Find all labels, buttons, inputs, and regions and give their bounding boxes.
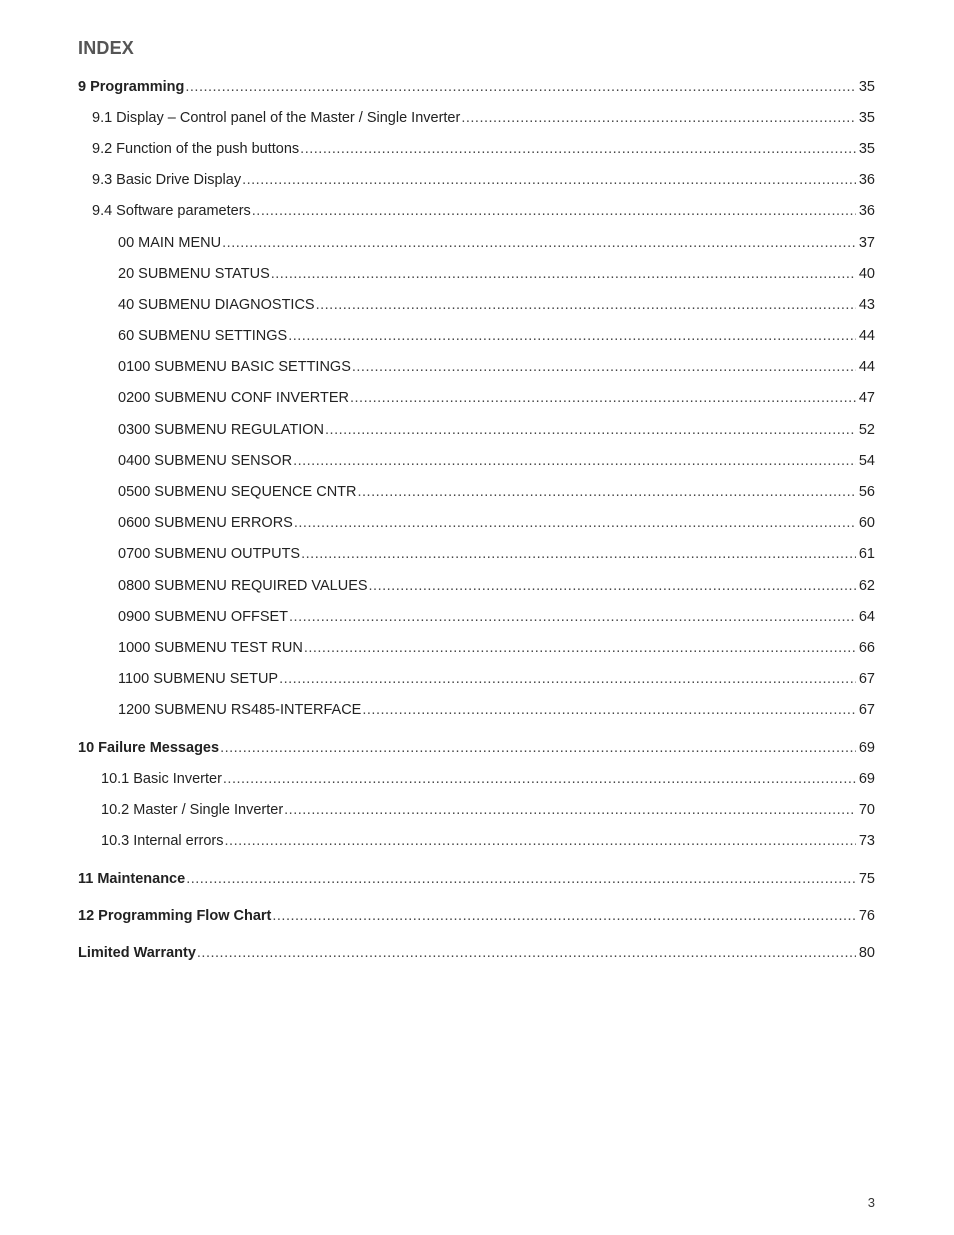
toc-leader-dots bbox=[284, 800, 856, 820]
toc-entry-label: 10 Failure Messages bbox=[78, 740, 220, 756]
toc-entry[interactable] bbox=[78, 170, 875, 190]
toc-entry[interactable] bbox=[78, 451, 875, 471]
toc-entry[interactable] bbox=[78, 420, 875, 440]
toc-entry-label: 60 SUBMENU SETTINGS bbox=[118, 328, 288, 344]
toc-entry-page: 35 bbox=[858, 110, 875, 126]
toc-entry[interactable] bbox=[78, 77, 875, 97]
toc-entry-page: 36 bbox=[858, 172, 875, 188]
toc-leader-dots bbox=[223, 769, 856, 789]
toc-entry-label: 9.1 Display – Control panel of the Master / Single Inverter bbox=[92, 110, 461, 126]
toc-leader-dots bbox=[272, 906, 856, 926]
toc-entry-label: Limited Warranty bbox=[78, 945, 196, 961]
toc-entry[interactable] bbox=[78, 669, 875, 689]
toc-leader-dots bbox=[220, 738, 856, 758]
toc-entry[interactable] bbox=[78, 482, 875, 502]
toc-entry-page: 60 bbox=[858, 515, 875, 531]
toc-entry-page: 54 bbox=[858, 453, 875, 469]
toc-leader-dots bbox=[222, 233, 856, 253]
toc-entry-page: 67 bbox=[858, 671, 875, 687]
toc-leader-dots bbox=[289, 607, 856, 627]
toc-entry-page: 73 bbox=[858, 833, 875, 849]
toc-entry-page: 35 bbox=[858, 141, 875, 157]
toc-leader-dots bbox=[293, 451, 856, 471]
toc-entry-label: 00 MAIN MENU bbox=[118, 235, 222, 251]
toc-entry[interactable] bbox=[78, 544, 875, 564]
toc-leader-dots bbox=[242, 170, 856, 190]
toc-entry-label: 10.1 Basic Inverter bbox=[101, 771, 222, 787]
toc-entry[interactable] bbox=[78, 831, 875, 851]
toc-entry-label: 1200 SUBMENU RS485-INTERFACE bbox=[118, 702, 362, 718]
toc-entry-page: 43 bbox=[858, 297, 875, 313]
toc-entry[interactable] bbox=[78, 607, 875, 627]
toc-entry[interactable] bbox=[78, 738, 875, 758]
toc-entry-label: 10.3 Internal errors bbox=[101, 833, 224, 849]
toc-entry-label: 0700 SUBMENU OUTPUTS bbox=[118, 546, 301, 562]
toc-entry[interactable] bbox=[78, 576, 875, 596]
toc-entry[interactable] bbox=[78, 800, 875, 820]
toc-entry[interactable] bbox=[78, 513, 875, 533]
toc-leader-dots bbox=[279, 669, 856, 689]
toc-leader-dots bbox=[352, 357, 856, 377]
toc-leader-dots bbox=[197, 943, 856, 963]
toc-entry-label: 12 Programming Flow Chart bbox=[78, 908, 272, 924]
toc-entry-page: 69 bbox=[858, 740, 875, 756]
toc-leader-dots bbox=[271, 264, 856, 284]
toc-leader-dots bbox=[358, 482, 857, 502]
toc-entry-page: 52 bbox=[858, 422, 875, 438]
toc-entry[interactable] bbox=[78, 869, 875, 889]
toc-leader-dots bbox=[294, 513, 856, 533]
toc-leader-dots bbox=[316, 295, 856, 315]
toc-entry-label: 0300 SUBMENU REGULATION bbox=[118, 422, 325, 438]
toc-entry[interactable] bbox=[78, 264, 875, 284]
toc-leader-dots bbox=[252, 201, 856, 221]
toc-entry[interactable] bbox=[78, 108, 875, 128]
toc-entry-page: 61 bbox=[858, 546, 875, 562]
toc-entry-page: 44 bbox=[858, 359, 875, 375]
toc-entry[interactable] bbox=[78, 700, 875, 720]
toc-entry-label: 0100 SUBMENU BASIC SETTINGS bbox=[118, 359, 351, 375]
toc-leader-dots bbox=[350, 388, 856, 408]
toc-leader-dots bbox=[186, 869, 856, 889]
toc-entry[interactable] bbox=[78, 906, 875, 926]
toc-entry-page: 56 bbox=[858, 484, 875, 500]
toc-entry-page: 35 bbox=[858, 79, 875, 95]
toc-entry-label: 1100 SUBMENU SETUP bbox=[118, 671, 279, 687]
toc-entry-label: 0200 SUBMENU CONF INVERTER bbox=[118, 390, 349, 406]
toc-entry-label: 11 Maintenance bbox=[78, 871, 186, 887]
toc-entry-label: 0900 SUBMENU OFFSET bbox=[118, 609, 289, 625]
toc-leader-dots bbox=[225, 831, 856, 851]
toc-leader-dots bbox=[362, 700, 856, 720]
toc-entry-label: 20 SUBMENU STATUS bbox=[118, 266, 270, 282]
toc-entry[interactable] bbox=[78, 638, 875, 658]
toc-entry-label: 0400 SUBMENU SENSOR bbox=[118, 453, 293, 469]
toc-entry-page: 40 bbox=[858, 266, 875, 282]
toc-entry[interactable] bbox=[78, 357, 875, 377]
toc-entry-page: 44 bbox=[858, 328, 875, 344]
toc-entry-label: 9 Programming bbox=[78, 79, 185, 95]
toc-leader-dots bbox=[288, 326, 856, 346]
toc-entry-page: 76 bbox=[858, 908, 875, 924]
toc-entry-page: 66 bbox=[858, 640, 875, 656]
toc-entry-page: 70 bbox=[858, 802, 875, 818]
toc-entry[interactable] bbox=[78, 295, 875, 315]
toc-entry-page: 62 bbox=[858, 578, 875, 594]
toc-entry[interactable] bbox=[78, 233, 875, 253]
toc-entry-label: 9.3 Basic Drive Display bbox=[92, 172, 242, 188]
toc-entry-page: 36 bbox=[858, 203, 875, 219]
toc-leader-dots bbox=[325, 420, 856, 440]
toc-entry[interactable] bbox=[78, 388, 875, 408]
toc-leader-dots bbox=[301, 544, 856, 564]
toc-leader-dots bbox=[185, 77, 856, 97]
toc-entry-label: 0500 SUBMENU SEQUENCE CNTR bbox=[118, 484, 357, 500]
toc-entry[interactable] bbox=[78, 326, 875, 346]
toc-leader-dots bbox=[300, 139, 856, 159]
toc-entry-page: 47 bbox=[858, 390, 875, 406]
toc-entry-page: 80 bbox=[858, 945, 875, 961]
toc-entry-page: 69 bbox=[858, 771, 875, 787]
toc-leader-dots bbox=[369, 576, 856, 596]
toc-entry[interactable] bbox=[78, 943, 875, 963]
toc-entry-label: 10.2 Master / Single Inverter bbox=[101, 802, 284, 818]
toc-entry-page: 37 bbox=[858, 235, 875, 251]
toc-leader-dots bbox=[461, 108, 856, 128]
toc-entry[interactable] bbox=[78, 139, 875, 159]
toc-leader-dots bbox=[304, 638, 856, 658]
page-title: INDEX bbox=[78, 38, 135, 58]
toc-entry-label: 0600 SUBMENU ERRORS bbox=[118, 515, 293, 531]
toc-entry-page: 67 bbox=[858, 702, 875, 718]
page-number: 3 bbox=[867, 1195, 875, 1210]
toc-entry[interactable] bbox=[78, 769, 875, 789]
toc-entry-page: 64 bbox=[858, 609, 875, 625]
toc-entry-label: 9.2 Function of the push buttons bbox=[92, 141, 300, 157]
toc-entry-label: 9.4 Software parameters bbox=[92, 203, 251, 219]
toc-entry-label: 40 SUBMENU DIAGNOSTICS bbox=[118, 297, 315, 313]
toc-entry-label: 0800 SUBMENU REQUIRED VALUES bbox=[118, 578, 368, 594]
toc-entry-page: 75 bbox=[858, 871, 875, 887]
toc-entry-label: 1000 SUBMENU TEST RUN bbox=[118, 640, 303, 656]
toc-entry[interactable] bbox=[78, 201, 875, 221]
